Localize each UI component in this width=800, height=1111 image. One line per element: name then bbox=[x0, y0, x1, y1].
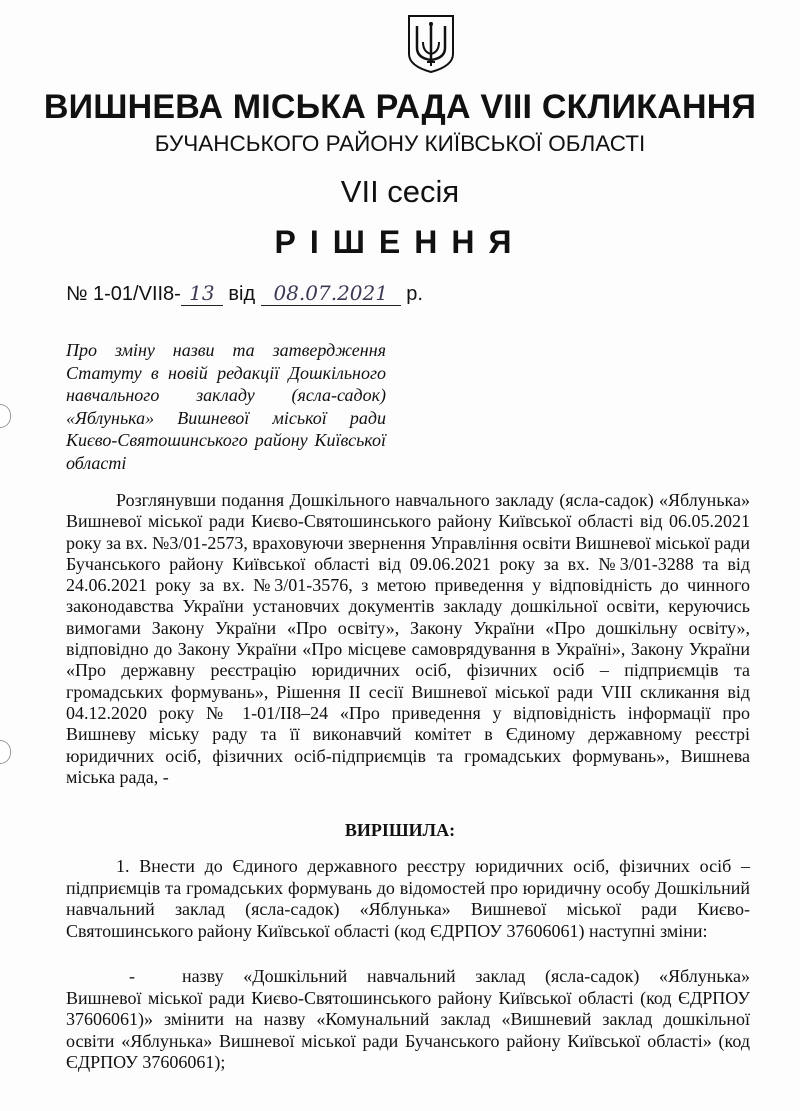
decision-item-1: 1. Внести до Єдиного державного реєстру юридичних осіб, фізичних осіб – підприємців та громадських формувань до відомостей про юридичну особу Дошкільний навчальний заклад (ясла-садок) «Яблунька» Вишневої міської ради Києво-Святошинського району Київської області (код ЄДРПОУ 37606061) наступні зміни: bbox=[66, 856, 750, 941]
handwritten-date: 08.07.2021 bbox=[261, 281, 401, 306]
district-name: БУЧАНСЬКОГО РАЙОНУ КИЇВСЬКОЇ ОБЛАСТІ bbox=[154, 131, 646, 156]
subitem-text: назву «Дошкільний навчальний заклад (ясла-садок) «Яблунька» Вишневої міської ради Києво-Святошинського району Київської області (код ЄДРПОУ 37606061)» змінити на назву «Комунальний заклад «Вишневий заклад дошкільної освіти «Яблунька» Вишневої міської ради Бучанського району Київської області» (код ЄДРПОУ 37606061); bbox=[66, 966, 750, 1072]
document-type-title: РІШЕННЯ bbox=[274, 224, 526, 260]
trident-coat-of-arms-icon bbox=[401, 14, 461, 74]
session-title: VII сесія bbox=[340, 174, 460, 209]
date-word: від bbox=[228, 283, 256, 305]
binder-hole-mark bbox=[0, 404, 11, 428]
number-prefix: № 1-01/VII8- bbox=[66, 283, 181, 305]
subitem-bullet: - bbox=[129, 966, 135, 986]
decision-number-line bbox=[66, 281, 423, 306]
decision-subject: Про зміну назви та затвердження Статуту в новій редакції Дошкільного навчального закладу (ясла-садок) «Яблунька» Вишневої міської ради Києво-Святошинського району Київської області bbox=[66, 340, 386, 473]
binder-hole-mark bbox=[0, 740, 11, 764]
year-suffix: р. bbox=[406, 283, 423, 305]
council-name: ВИШНЕВА МІСЬКА РАДА VIII СКЛИКАННЯ bbox=[43, 88, 757, 126]
handwritten-number: 13 bbox=[181, 281, 223, 306]
preamble-paragraph: Розглянувши подання Дошкільного навчального закладу (ясла-садок) «Яблунька» Вишневої міської ради Києво-Святошинського району Київської області від 06.05.2021 року за вх. №3/01-2573, враховуючи звернення Управління освіти Вишневої міської ради Бучанського району Київської області від 09.06.2021 року за вх. №3/01-3288 та від 24.06.2021 року за вх. №3/01-3576, з метою приведення у відповідність до чинного законодавства України установчих документів закладу дошкільної освіти, керуючись вимогами Закону України «Про освіту», Закону України «Про дошкільну освіту», відповідно до Закону України «Про місцеве самоврядування в Україні», Закону України «Про державну реєстрацію юридичних осіб, фізичних осіб – підприємців та громадських формувань», Рішення ІІ сесії Вишневої міської ради VIII скликання від 04.12.2020 року № 1-01/II8–24 «Про приведення у відповідність інформації про Вишневу міську раду та її виконавчий комітет в Єдиному державному реєстрі юридичних осіб, фізичних осіб-підприємців та громадських формувань», Вишнева міська рада, - bbox=[66, 490, 750, 787]
decision-subitem bbox=[66, 966, 750, 1074]
resolved-heading: ВИРІШИЛА: bbox=[344, 820, 456, 840]
